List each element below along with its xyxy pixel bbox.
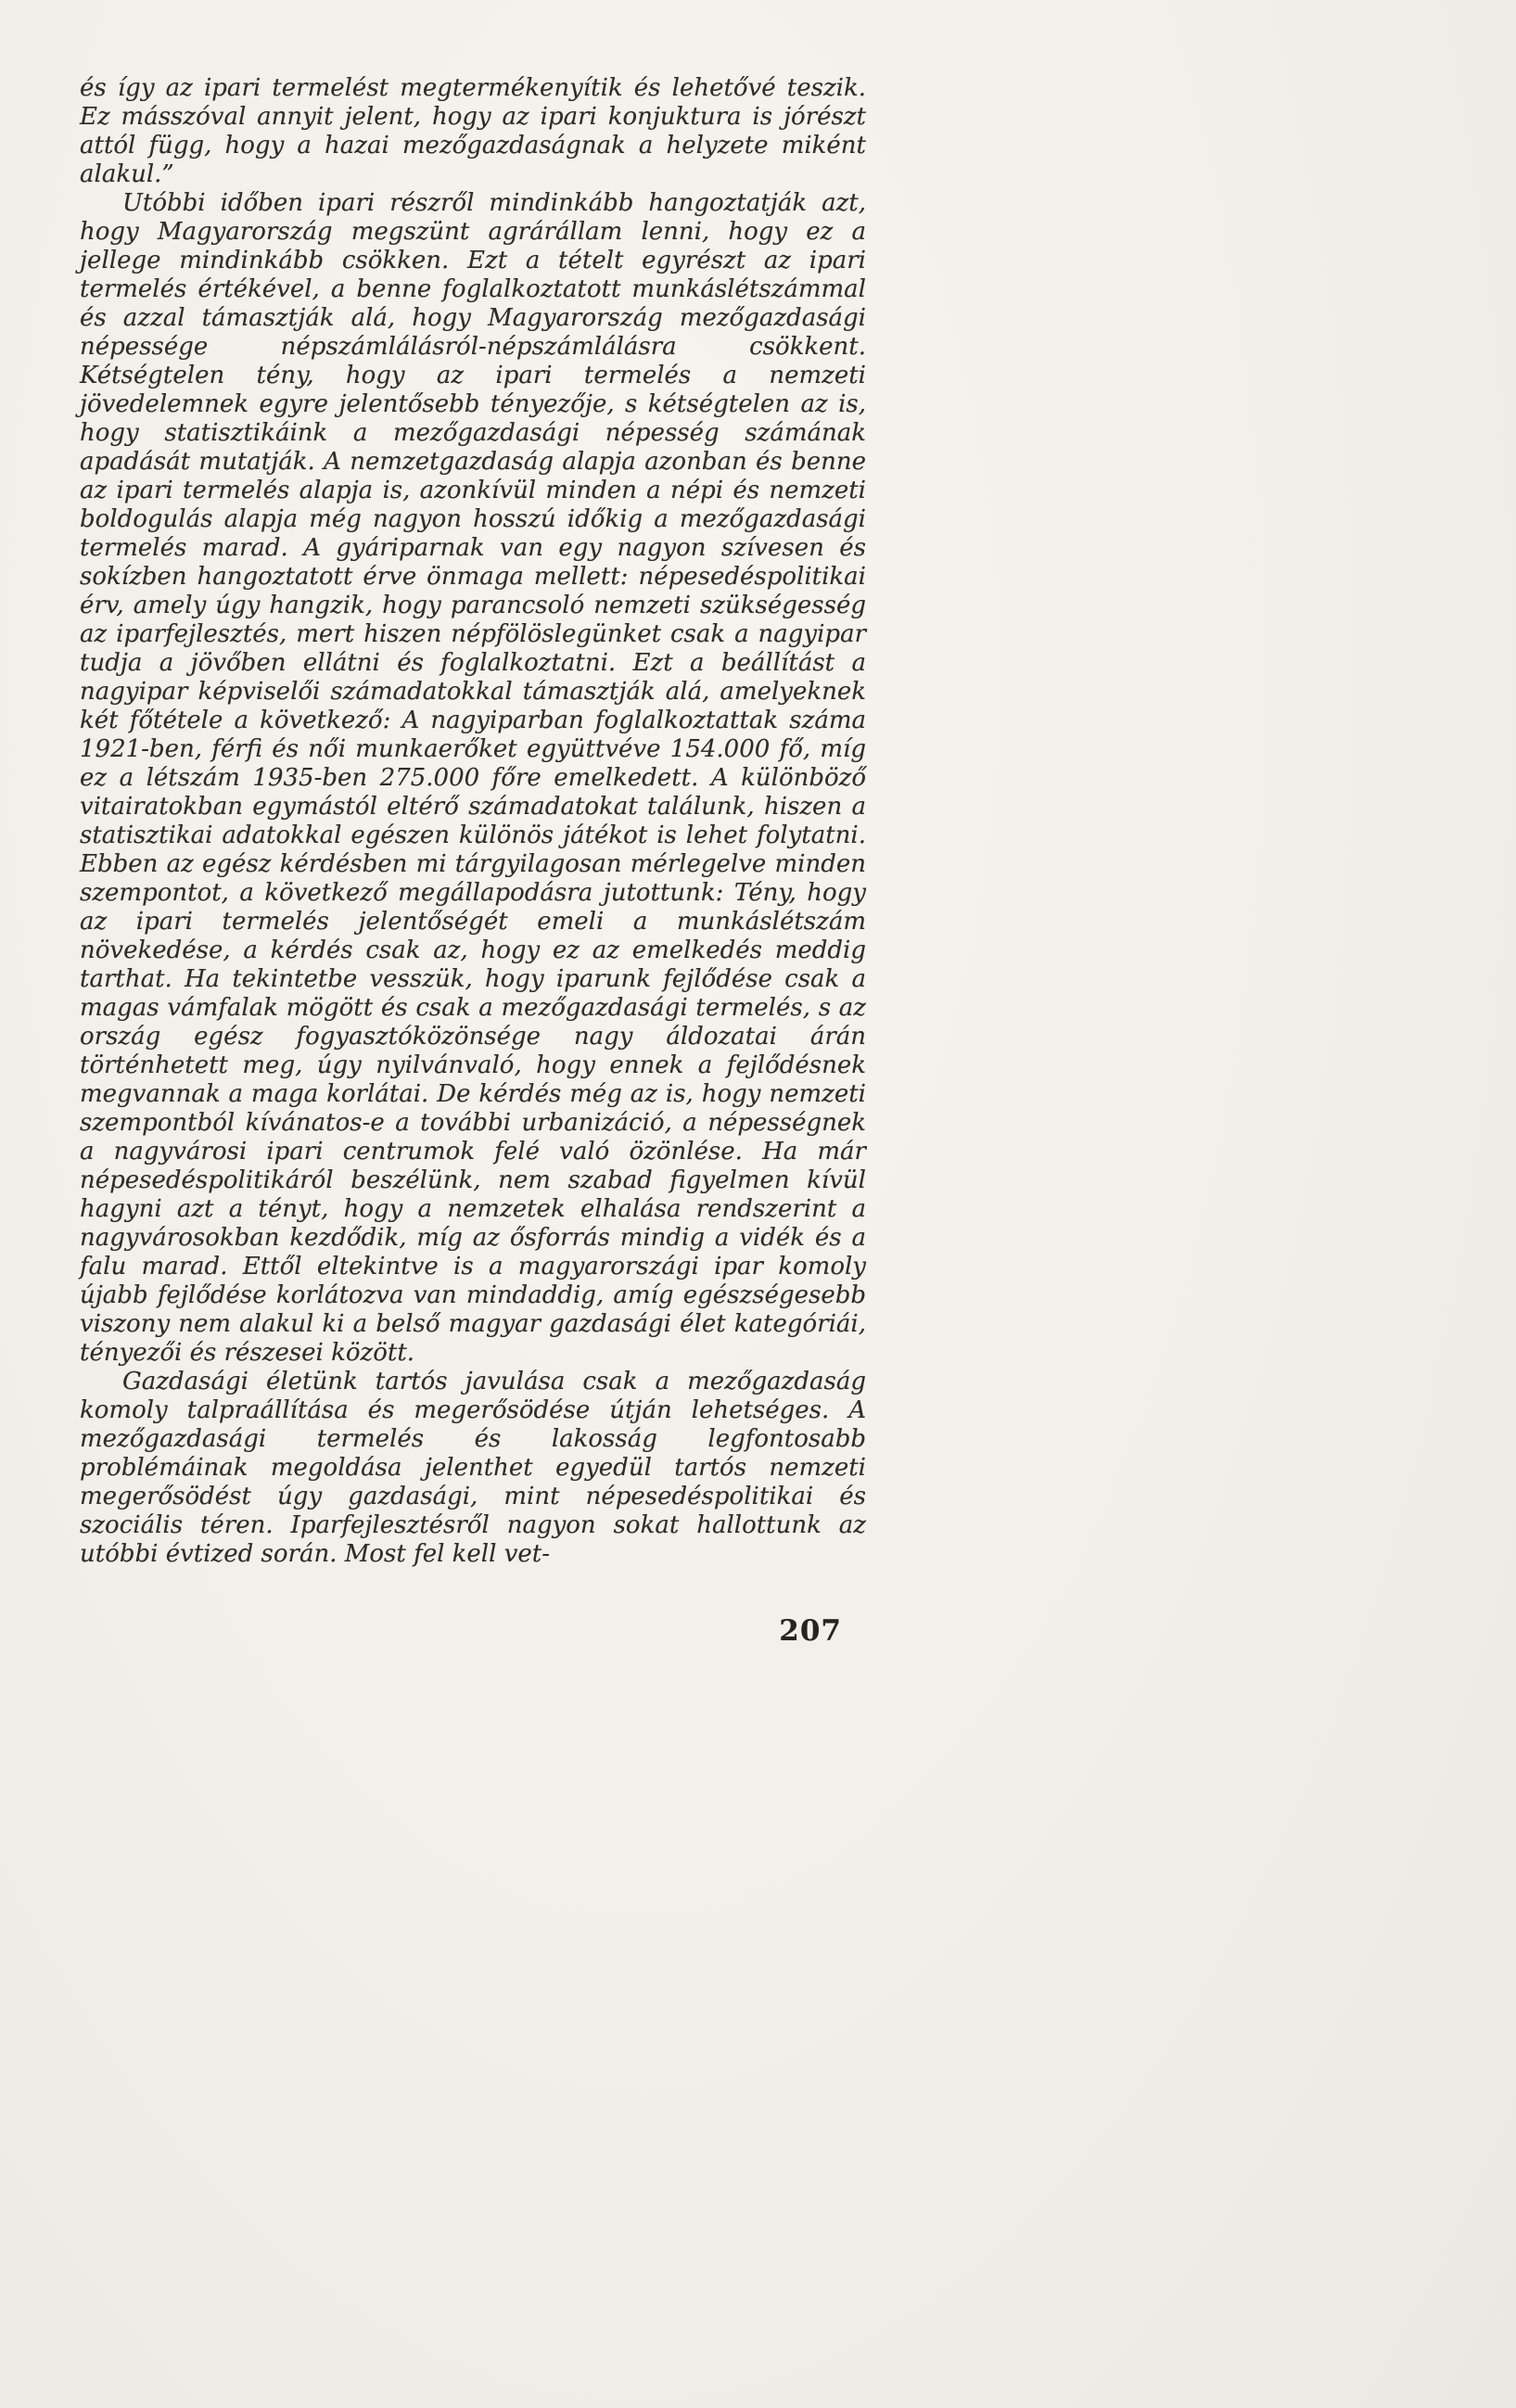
paragraph-continuation: és így az ipari termelést megtermékenyítik és lehetővé teszik. Ez másszóval annyit jelent, hogy az ipari konjuktura is jórészt attól függ, hogy a hazai mezőgazdaságnak a helyzete miként alakul.” [80, 74, 866, 188]
paragraph: Utóbbi időben ipari részről mindinkább hangoztatják azt, hogy Magyarország megszünt agrárállam lenni, hogy ez a jellege mindinkább csökken. Ezt a tételt egyrészt az ipari termelés értékével, a benne foglalkoztatott munkáslétszámmal és azzal támasztják alá, hogy Magyarország mezőgazdasági népessége népszámlálásról-népszámlálásra csökkent. Kétségtelen tény, hogy az ipari termelés a nemzeti jövedelemnek egyre jelentősebb tényezője, s kétségtelen az is, hogy statisztikáink a mezőgazdasági népesség számának apadását mutatják. A nemzetgazdaság alapja azonban és benne az ipari termelés alapja is, azonkívül minden a népi és nemzeti boldogulás alapja még nagyon hosszú időkig a mezőgazdasági termelés marad. A gyáriparnak van egy nagyon szívesen és sokízben hangoztatott érve önmaga mellett: népesedéspolitikai érv, amely úgy hangzik, hogy parancsoló nemzeti szükségesség az iparfejlesztés, mert hiszen népfölöslegünket csak a nagyipar tudja a jövőben ellátni és foglalkoztatni. Ezt a beállítást a nagyipar képviselői számadatokkal támasztják alá, amelyeknek két főtétele a következő: A nagyiparban foglalkoztattak száma 1921-ben, férfi és női munkaerőket együttvéve 154.000 fő, míg ez a létszám 1935-ben 275.000 főre emelkedett. A különböző vitairatokban egymástól eltérő számadatokat találunk, hiszen a statisztikai adatokkal egészen különös játékot is lehet folytatni. Ebben az egész kérdésben mi tárgyilagosan mérlegelve minden szempontot, a következő megállapodásra jutottunk: Tény, hogy az ipari termelés jelentőségét emeli a munkáslétszám növekedése, a kérdés csak az, hogy ez az emelkedés meddig tarthat. Ha tekintetbe vesszük, hogy iparunk fejlődése csak a magas vámfalak mögött és csak a mezőgazdasági termelés, s az ország egész fogyasztóközönsége nagy áldozatai árán történhetett meg, úgy nyilvánvaló, hogy ennek a fejlődésnek megvannak a maga korlátai. De kérdés még az is, hogy nemzeti szempontból kívánatos-e a további urbanizáció, a népességnek a nagyvárosi ipari centrumok felé való özönlése. Ha már népesedéspolitikáról beszélünk, nem szabad figyelmen kívül hagyni azt a tényt, hogy a nemzetek elhalása rendszerint a nagyvárosokban kezdődik, míg az ősforrás mindig a vidék és a falu marad. Ettől eltekintve is a magyarországi ipar komoly újabb fejlődése korlátozva van mindaddig, amíg egészségesebb viszony nem alakul ki a belső magyar gazdasági élet kategóriái, tényezői és részesei között. [80, 189, 866, 1367]
page-text-block [80, 74, 866, 1646]
page-number: 207 [779, 1614, 842, 1648]
paragraph: Gazdasági életünk tartós javulása csak a mezőgazdaság komoly talpraállítása és megerősödése útján lehetséges. A mezőgazdasági termelés és lakosság legfontosabb problémáinak megoldása jelenthet egyedül tartós nemzeti megerősödést úgy gazdasági, mint népesedéspolitikai és szociális téren. Iparfejlesztésről nagyon sokat hallottunk az utóbbi évtized során. Most fel kell vet- [80, 1368, 866, 1568]
